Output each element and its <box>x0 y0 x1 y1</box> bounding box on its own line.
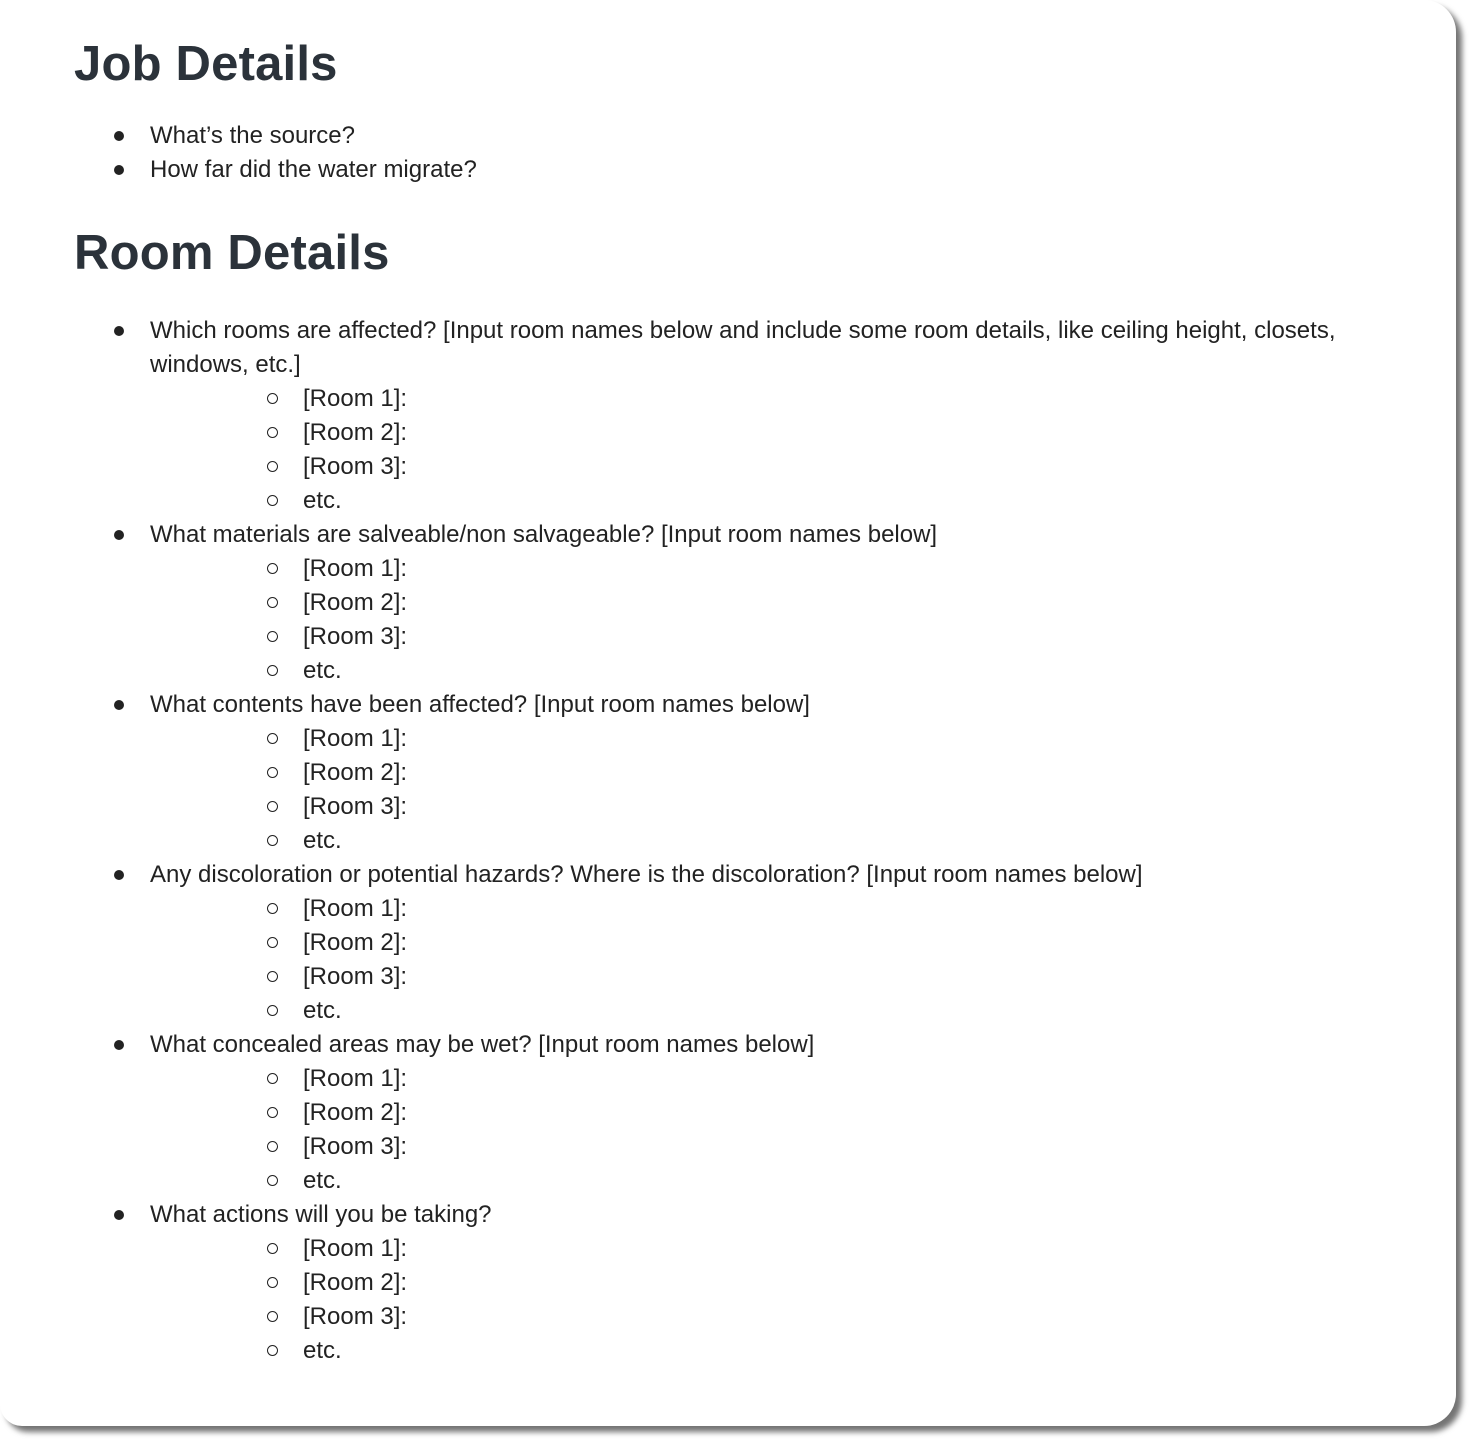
room-subitem <box>150 1300 1434 1334</box>
room-details-heading: Room Details <box>74 226 390 280</box>
bullet-icon <box>114 870 124 880</box>
room-subitem <box>150 1096 1434 1130</box>
hollow-bullet-icon <box>267 1141 278 1152</box>
room-subitem <box>150 1130 1434 1164</box>
hollow-bullet-icon <box>267 801 278 812</box>
bullet-icon <box>114 165 124 175</box>
question-text: What contents have been affected? [Input room names below] <box>150 691 810 718</box>
question-text: What materials are salveable/non salvageable? [Input room names below] <box>150 521 938 548</box>
hollow-bullet-icon <box>267 495 278 506</box>
room-subitem <box>150 960 1434 994</box>
room-subitem-text: [Room 3]: <box>303 623 408 650</box>
room-subitem-text: [Room 2]: <box>303 589 408 616</box>
hollow-bullet-icon <box>267 1073 278 1084</box>
room-subitem-text: [Room 3]: <box>303 1133 408 1160</box>
question-item <box>74 858 1434 1028</box>
room-subitem <box>150 484 1434 518</box>
hollow-bullet-icon <box>267 937 278 948</box>
room-subitem-text: etc. <box>303 1337 342 1364</box>
bullet-icon <box>114 700 124 710</box>
list-item-text: How far did the water migrate? <box>150 156 477 183</box>
room-sublist <box>150 1062 1434 1198</box>
room-subitem-text: [Room 3]: <box>303 1303 408 1330</box>
room-sublist <box>150 382 1434 518</box>
room-subitem-text: [Room 1]: <box>303 1065 408 1092</box>
room-subitem <box>150 1266 1434 1300</box>
hollow-bullet-icon <box>267 461 278 472</box>
bullet-icon <box>114 530 124 540</box>
room-subitem-text: etc. <box>303 487 342 514</box>
room-subitem-text: etc. <box>303 657 342 684</box>
room-details-list <box>74 314 1434 1368</box>
hollow-bullet-icon <box>267 631 278 642</box>
hollow-bullet-icon <box>267 563 278 574</box>
bullet-icon <box>114 1210 124 1220</box>
room-subitem <box>150 654 1434 688</box>
question-item <box>74 314 1434 518</box>
room-subitem-text: [Room 2]: <box>303 759 408 786</box>
hollow-bullet-icon <box>267 903 278 914</box>
hollow-bullet-icon <box>267 1175 278 1186</box>
hollow-bullet-icon <box>267 393 278 404</box>
hollow-bullet-icon <box>267 597 278 608</box>
room-subitem-text: etc. <box>303 827 342 854</box>
room-subitem <box>150 416 1434 450</box>
room-subitem-text: [Room 1]: <box>303 385 408 412</box>
question-text: Which rooms are affected? [Input room names below and include some room details, like ceiling height, closets, windows, etc.] <box>150 317 1336 378</box>
room-subitem <box>150 892 1434 926</box>
room-subitem-text: [Room 2]: <box>303 1099 408 1126</box>
room-subitem <box>150 824 1434 858</box>
hollow-bullet-icon <box>267 1277 278 1288</box>
room-subitem-text: [Room 1]: <box>303 725 408 752</box>
room-sublist <box>150 722 1434 858</box>
room-subitem <box>150 1334 1434 1368</box>
question-item <box>74 688 1434 858</box>
room-sublist <box>150 552 1434 688</box>
hollow-bullet-icon <box>267 835 278 846</box>
hollow-bullet-icon <box>267 733 278 744</box>
job-details-heading: Job Details <box>74 37 338 91</box>
room-subitem <box>150 790 1434 824</box>
room-subitem <box>150 1232 1434 1266</box>
room-subitem-text: [Room 2]: <box>303 929 408 956</box>
list-item <box>74 153 1434 187</box>
question-item <box>74 1198 1434 1368</box>
hollow-bullet-icon <box>267 1243 278 1254</box>
list-item <box>74 119 1434 153</box>
room-subitem-text: etc. <box>303 1167 342 1194</box>
room-subitem <box>150 1062 1434 1096</box>
room-subitem <box>150 1164 1434 1198</box>
room-subitem <box>150 586 1434 620</box>
hollow-bullet-icon <box>267 1005 278 1016</box>
room-sublist <box>150 892 1434 1028</box>
list-item-text: What’s the source? <box>150 122 355 149</box>
room-subitem-text: etc. <box>303 997 342 1024</box>
bullet-icon <box>114 131 124 141</box>
room-subitem-text: [Room 1]: <box>303 895 408 922</box>
hollow-bullet-icon <box>267 971 278 982</box>
room-subitem-text: [Room 1]: <box>303 555 408 582</box>
hollow-bullet-icon <box>267 427 278 438</box>
room-subitem <box>150 926 1434 960</box>
question-text: What concealed areas may be wet? [Input room names below] <box>150 1031 815 1058</box>
room-subitem <box>150 994 1434 1028</box>
job-details-list <box>74 119 1434 187</box>
room-subitem <box>150 552 1434 586</box>
question-text: Any discoloration or potential hazards? Where is the discoloration? [Input room names below] <box>150 861 1143 888</box>
room-subitem-text: [Room 3]: <box>303 963 408 990</box>
room-subitem-text: [Room 2]: <box>303 419 408 446</box>
hollow-bullet-icon <box>267 767 278 778</box>
question-text: What actions will you be taking? <box>150 1201 492 1228</box>
question-item <box>74 518 1434 688</box>
room-subitem-text: [Room 1]: <box>303 1235 408 1262</box>
hollow-bullet-icon <box>267 1311 278 1322</box>
bullet-icon <box>114 1040 124 1050</box>
bullet-icon <box>114 326 124 336</box>
hollow-bullet-icon <box>267 1107 278 1118</box>
room-subitem <box>150 722 1434 756</box>
room-subitem <box>150 450 1434 484</box>
room-subitem-text: [Room 2]: <box>303 1269 408 1296</box>
room-subitem-text: [Room 3]: <box>303 453 408 480</box>
room-subitem <box>150 620 1434 654</box>
hollow-bullet-icon <box>267 665 278 676</box>
room-subitem <box>150 382 1434 416</box>
room-subitem-text: [Room 3]: <box>303 793 408 820</box>
hollow-bullet-icon <box>267 1345 278 1356</box>
document-body <box>74 32 1434 1368</box>
question-item <box>74 1028 1434 1198</box>
room-sublist <box>150 1232 1434 1368</box>
room-subitem <box>150 756 1434 790</box>
